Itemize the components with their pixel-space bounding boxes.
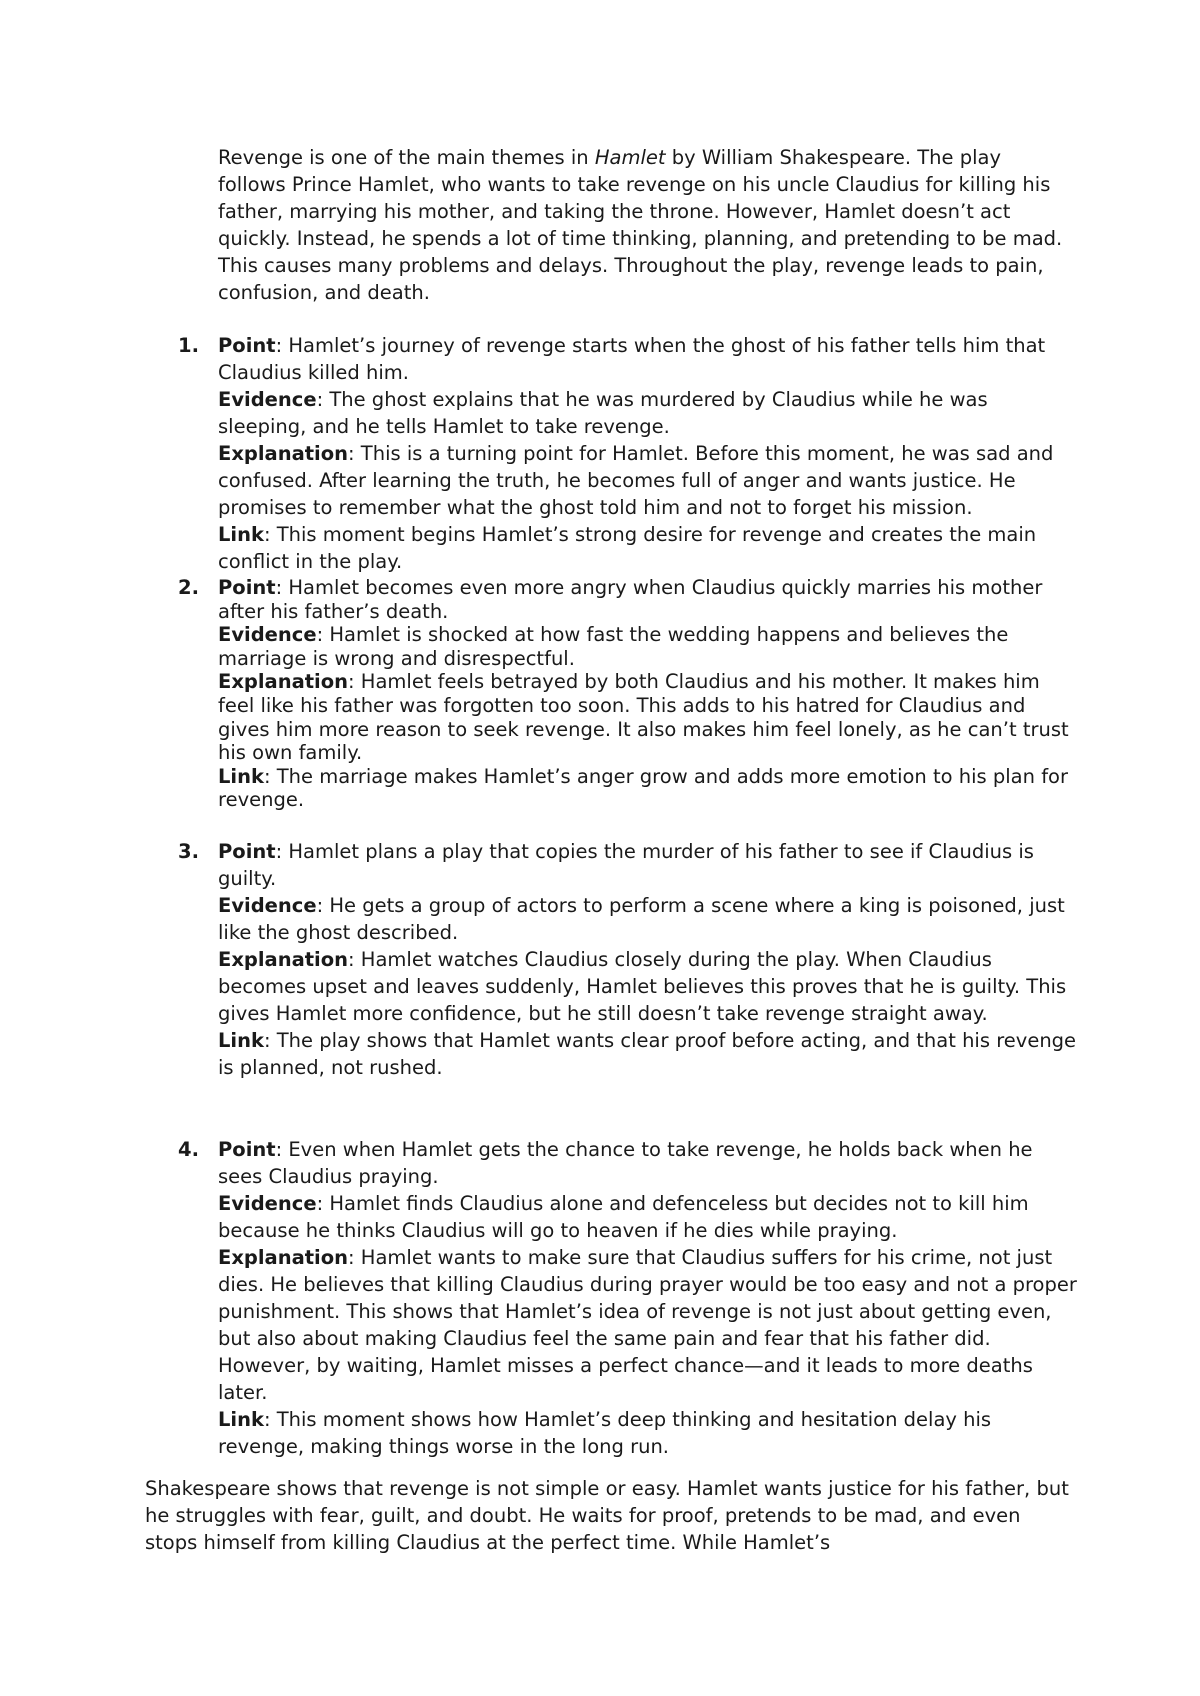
intro-paragraph	[218, 144, 1068, 306]
explanation-paragraph	[218, 440, 1078, 521]
evidence-label: Evidence	[218, 388, 317, 411]
list-item	[178, 576, 1078, 812]
explanation-label: Explanation	[218, 1246, 349, 1269]
link-label: Link	[218, 1408, 264, 1431]
link-text: : This moment begins Hamlet’s strong desire for revenge and creates the main conflict in the play.	[218, 523, 1037, 573]
point-text: : Hamlet becomes even more angry when Claudius quickly marries his mother after his father’s death.	[218, 576, 1043, 623]
list-item	[178, 838, 1078, 1081]
evidence-text: : He gets a group of actors to perform a scene where a king is poisoned, just like the ghost described.	[218, 894, 1065, 944]
point-text: : Hamlet plans a play that copies the murder of his father to see if Claudius is guilty.	[218, 840, 1034, 890]
explanation-text: : Hamlet feels betrayed by both Claudius and his mother. It makes him feel like his father was forgotten too soon. This adds to his hatred for Claudius and gives him more reason to seek revenge. It also makes him feel lonely, as he can’t trust his own family.	[218, 670, 1069, 765]
link-paragraph	[218, 521, 1078, 575]
point-label: Point	[218, 1138, 276, 1161]
point-label: Point	[218, 840, 276, 863]
list-item-number: 1.	[178, 334, 199, 357]
list-item-number: 3.	[178, 840, 199, 863]
explanation-paragraph	[218, 946, 1078, 1027]
evidence-paragraph	[218, 386, 1078, 440]
link-text: : The marriage makes Hamlet’s anger grow and adds more emotion to his plan for revenge.	[218, 764, 1069, 812]
list-item-number: 2.	[178, 576, 199, 599]
explanation-paragraph	[218, 670, 1078, 764]
intro-text-before-title: Revenge is one of the main themes in	[218, 146, 595, 169]
evidence-label: Evidence	[218, 1192, 317, 1215]
point-text: : Hamlet’s journey of revenge starts when the ghost of his father tells him that Claudius killed him.	[218, 334, 1046, 384]
intro-text-after-title: by William Shakespeare. The play follows Prince Hamlet, who wants to take revenge on his uncle Claudius for killing his father, marrying his mother, and taking the throne. However, Hamlet doesn’t act quickly. Instead, he spends a lot of time thinking, planning, and pretending to be mad. This causes many problems and delays. Throughout the play, revenge leads to pain, confusion, and death.	[218, 146, 1063, 304]
explanation-label: Explanation	[218, 442, 349, 465]
evidence-label: Evidence	[218, 623, 317, 647]
link-label: Link	[218, 764, 264, 788]
list-item-number: 4.	[178, 1138, 199, 1161]
point-paragraph	[218, 332, 1078, 386]
list-item	[178, 332, 1078, 575]
evidence-label: Evidence	[218, 894, 317, 917]
point-label: Point	[218, 576, 276, 599]
point-label: Point	[218, 334, 276, 357]
explanation-paragraph	[218, 1244, 1078, 1406]
conclusion-paragraph: Shakespeare shows that revenge is not simple or easy. Hamlet wants justice for his father, but he struggles with fear, guilt, and doubt. He waits for proof, pretends to be mad, and even stops himself from killing Claudius at the perfect time. While Hamlet’s	[145, 1477, 1069, 1554]
link-paragraph	[218, 765, 1078, 812]
point-text: : Even when Hamlet gets the chance to take revenge, he holds back when he sees Claudius praying.	[218, 1138, 1033, 1188]
link-paragraph	[218, 1406, 1078, 1460]
explanation-label: Explanation	[218, 948, 349, 971]
evidence-text: : Hamlet is shocked at how fast the wedding happens and believes the marriage is wrong and disrespectful.	[218, 623, 1009, 670]
point-paragraph	[218, 1136, 1078, 1190]
play-title: Hamlet	[594, 146, 666, 169]
link-text: : The play shows that Hamlet wants clear proof before acting, and that his revenge is planned, not rushed.	[218, 1029, 1077, 1079]
point-paragraph	[218, 576, 1078, 623]
evidence-paragraph	[218, 892, 1078, 946]
list-item	[178, 1136, 1078, 1460]
explanation-text: : Hamlet wants to make sure that Claudius suffers for his crime, not just dies. He believes that killing Claudius during prayer would be too easy and not a proper punishment. This shows that Hamlet’s idea of revenge is not just about getting even, but also about making Claudius feel the same pain and fear that his father did. However, by waiting, Hamlet misses a perfect chance—and it leads to more deaths later.	[218, 1246, 1077, 1404]
explanation-label: Explanation	[218, 670, 349, 694]
evidence-paragraph	[218, 623, 1078, 670]
link-text: : This moment shows how Hamlet’s deep thinking and hesitation delay his revenge, making things worse in the long run.	[218, 1408, 992, 1458]
link-label: Link	[218, 523, 264, 546]
explanation-text: : Hamlet watches Claudius closely during the play. When Claudius becomes upset and leaves suddenly, Hamlet believes this proves that he is guilty. This gives Hamlet more confidence, but he still doesn’t take revenge straight away.	[218, 948, 1067, 1025]
evidence-text: : The ghost explains that he was murdered by Claudius while he was sleeping, and he tells Hamlet to take revenge.	[218, 388, 988, 438]
link-paragraph	[218, 1027, 1078, 1081]
evidence-text: : Hamlet finds Claudius alone and defenceless but decides not to kill him because he thinks Claudius will go to heaven if he dies while praying.	[218, 1192, 1029, 1242]
point-paragraph	[218, 838, 1078, 892]
evidence-paragraph	[218, 1190, 1078, 1244]
link-label: Link	[218, 1029, 264, 1052]
explanation-text: : This is a turning point for Hamlet. Before this moment, he was sad and confused. After learning the truth, he becomes full of anger and wants justice. He promises to remember what the ghost told him and not to forget his mission.	[218, 442, 1054, 519]
